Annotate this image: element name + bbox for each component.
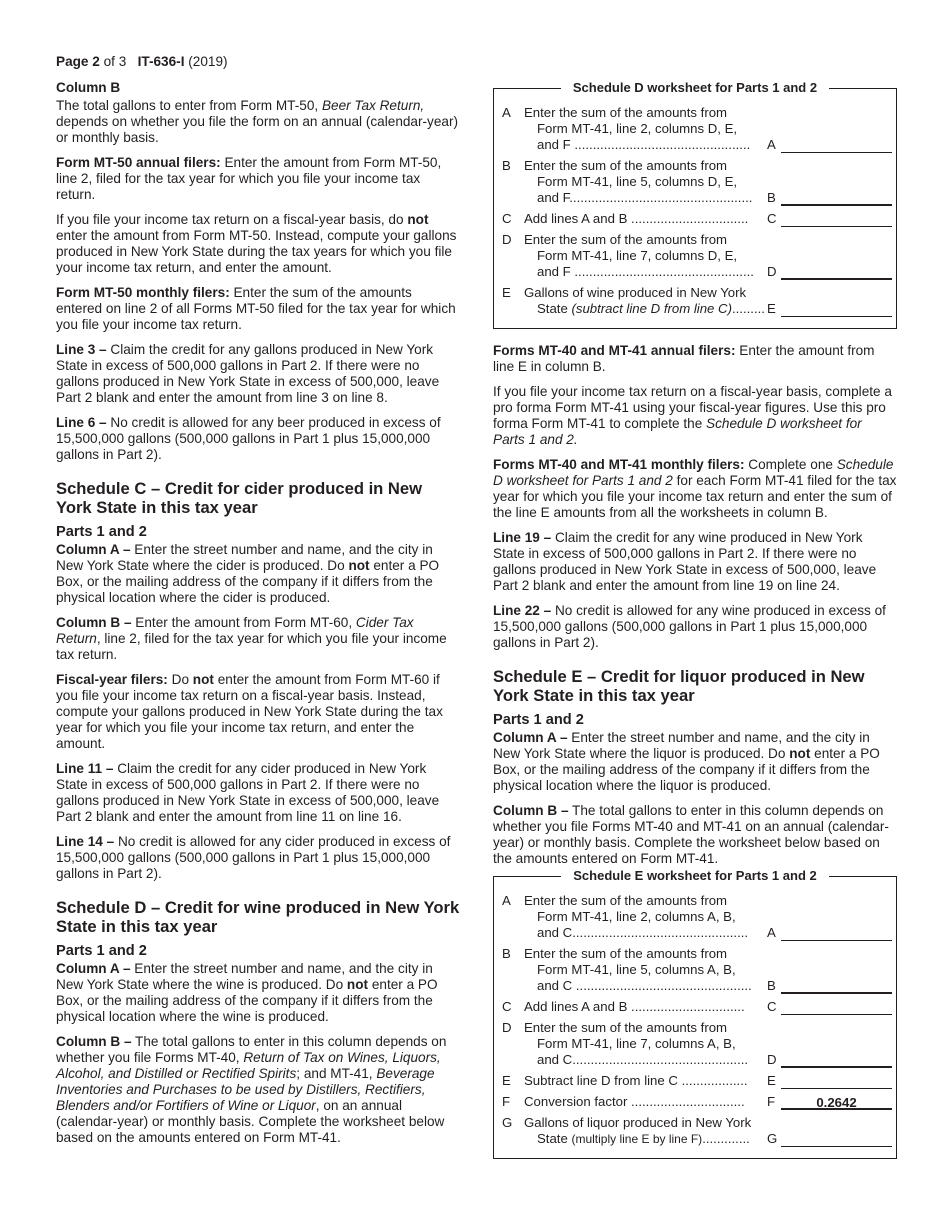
page-number: Page 2 xyxy=(56,54,100,69)
line-text: (subtract line D from line C) xyxy=(571,301,732,316)
leader-dots: ................................................ xyxy=(570,137,751,152)
schedule-e-title: Schedule E – Credit for liquor produced in New York State in this tax year xyxy=(493,667,865,705)
worksheet-line-b xyxy=(502,158,892,206)
line-text: Enter the sum of the amounts from xyxy=(524,946,728,961)
line-letter: C xyxy=(502,211,512,226)
line-letter: F xyxy=(502,1094,511,1109)
worksheet-title: Schedule D worksheet for Parts 1 and 2 xyxy=(561,80,829,95)
entry-field[interactable] xyxy=(781,303,892,317)
right-column xyxy=(493,80,897,1173)
line-letter: B xyxy=(502,158,511,173)
line-text: Form MT-41, line 7, columns A, B, xyxy=(537,1036,736,1051)
entry-letter: C xyxy=(767,211,777,226)
entry-field[interactable] xyxy=(781,265,892,280)
worksheet-line-a xyxy=(502,105,892,153)
line-letter: D xyxy=(502,232,512,247)
worksheet-line-c xyxy=(502,211,892,227)
page-of: of 3 xyxy=(103,54,127,69)
line-text: Add lines A and B xyxy=(524,999,628,1014)
leader-dots: .................................................. xyxy=(569,190,753,205)
paragraph: Form MT-50 annual filers: Enter the amount from Form MT-50, line 2, filed for the tax year for which you file your income tax return. xyxy=(56,155,442,202)
paragraph: Forms MT-40 and MT-41 monthly filers: Complete one Schedule D worksheet for Parts 1 and 2 for each Form MT-41 filed for the tax year for which you file your income tax return and enter the sum of the line E amounts from all the worksheets in column B. xyxy=(493,457,897,520)
entry-letter: E xyxy=(767,1073,776,1088)
worksheet-line-c xyxy=(502,999,892,1015)
line-letter: D xyxy=(502,1020,512,1035)
line-letter: C xyxy=(502,999,512,1014)
paragraph: Fiscal-year filers: Do not enter the amount from Form MT-60 if you file your income tax return on a fiscal-year basis. Instead, compute your gallons produced in New York State during the tax year for which you file your income tax return, and enter the amount. xyxy=(56,672,443,751)
paragraph: If you file your income tax return on a fiscal-year basis, do not enter the amount from Form MT-50. Instead, compute your gallons produced in New York State during the tax years for which you file your income tax return, and enter the amount. xyxy=(56,212,457,275)
entry-field[interactable]: 0.2642 xyxy=(781,1095,892,1110)
worksheet-line-e xyxy=(502,1073,892,1089)
leader-dots: ................................................. xyxy=(570,264,754,279)
schedule-d-parts: Parts 1 and 2 xyxy=(56,943,147,959)
entry-field[interactable] xyxy=(781,191,892,206)
entry-field[interactable] xyxy=(781,979,892,994)
entry-letter: B xyxy=(767,190,776,205)
line-text: Enter the sum of the amounts from xyxy=(524,1020,728,1035)
line-text: Form MT-41, line 5, columns D, E, xyxy=(537,174,738,189)
line-text: and F xyxy=(537,264,571,279)
line-text: State xyxy=(537,1131,572,1146)
line-text: Enter the sum of the amounts from xyxy=(524,158,728,173)
paragraph: Line 19 – Claim the credit for any wine produced in New York State in excess of 500,000 gallons in Part 2. If there were no gallons produced in New York State in excess of 500,000, leave Part 2 blank and enter the amount from line 19 on line 24. xyxy=(493,530,877,593)
line-text: Enter the sum of the amounts from xyxy=(524,232,728,247)
line-text: and F xyxy=(537,137,571,152)
worksheet-line-e xyxy=(502,285,892,317)
form-number: IT-636-I xyxy=(137,54,185,69)
page-header xyxy=(56,54,228,70)
worksheet-line-a xyxy=(502,893,892,941)
line-text: and F xyxy=(537,190,570,205)
entry-letter: B xyxy=(767,978,776,993)
line-text: Form MT-41, line 5, columns A, B, xyxy=(537,962,736,977)
paragraph: Column B – The total gallons to enter in this column depends on whether you file Forms MT-40, Return of Tax on Wines, Liquors, Alcohol, and Distilled or Rectified Spirits; and MT-41, Beverage Inventories and Purchases to be used by Distillers, Rectifiers, Blenders and/or Fortifiers of Wine or Liquor, on an annual (calendar-year) or monthly basis. Complete the worksheet below based on the amounts entered on Form MT-41. xyxy=(56,1034,447,1145)
entry-field[interactable] xyxy=(781,1001,892,1015)
worksheet-title: Schedule E worksheet for Parts 1 and 2 xyxy=(561,868,828,883)
line-letter: A xyxy=(502,893,511,908)
worksheet-line-f xyxy=(502,1094,892,1110)
paragraph: If you file your income tax return on a fiscal-year basis, complete a pro forma Form MT-41 using your fiscal-year figures. Use this pro forma Form MT-41 to complete the Schedule D worksheet for Parts 1 and 2. xyxy=(493,384,892,447)
left-column xyxy=(56,80,460,1155)
line-text: and C xyxy=(537,978,573,993)
entry-letter: A xyxy=(767,925,776,940)
entry-field[interactable] xyxy=(781,1075,892,1089)
line-letter: G xyxy=(502,1115,513,1130)
paragraph: Line 6 – No credit is allowed for any beer produced in excess of 15,500,000 gallons (500,000 gallons in Part 1 plus 15,000,000 gallons in Part 2). xyxy=(56,415,441,462)
line-text: Enter the sum of the amounts from xyxy=(524,105,728,120)
worksheet-line-d xyxy=(502,1020,892,1068)
entry-field[interactable] xyxy=(781,1053,892,1068)
leader-dots: ............................... xyxy=(627,999,745,1014)
line-letter: A xyxy=(502,105,511,120)
paragraph: Column B – Enter the amount from Form MT-60, Cider Tax Return, line 2, filed for the tax year for which you file your income tax return. xyxy=(56,615,447,662)
paragraph: Line 14 – No credit is allowed for any cider produced in excess of 15,500,000 gallons (500,000 gallons in Part 1 plus 15,000,000 gallons in Part 2). xyxy=(56,834,451,881)
column-b-heading: Column B xyxy=(56,80,121,95)
line-text: Form MT-41, line 7, columns D, E, xyxy=(537,248,738,263)
entry-letter: D xyxy=(767,264,777,279)
entry-letter: F xyxy=(767,1094,776,1109)
schedule-d-worksheet xyxy=(493,80,897,329)
leader-dots: ............................... xyxy=(627,1094,745,1109)
entry-letter: E xyxy=(767,301,776,316)
leader-dots: ................................................ xyxy=(572,925,749,940)
form-year: (2019) xyxy=(188,54,228,69)
entry-field[interactable] xyxy=(781,1133,892,1147)
leader-dots: ................................................ xyxy=(572,1052,749,1067)
leader-dots: ......... xyxy=(731,301,765,316)
paragraph: Line 3 – Claim the credit for any gallons produced in New York State in excess of 500,000 gallons in Part 2. If there were no gallons produced in New York State in excess of 500,000, leave Part 2 blank and enter the amount from line 3 on line 8. xyxy=(56,342,440,405)
leader-dots: .................. xyxy=(677,1073,748,1088)
line-text: Conversion factor xyxy=(524,1094,628,1109)
line-letter: B xyxy=(502,946,511,961)
paragraph: Column A – Enter the street number and name, and the city in New York State where the wine is produced. Do not enter a PO Box, or the mailing address of the company if it differs from the physical location where the wine is produced. xyxy=(56,961,438,1024)
worksheet-line-g xyxy=(502,1115,892,1147)
paragraph: Column A – Enter the street number and name, and the city in New York State where the cider is produced. Do not enter a PO Box, or the mailing address of the company if it differs from the physical location where the cider is produced. xyxy=(56,542,440,605)
entry-letter: G xyxy=(767,1131,778,1146)
paragraph: Line 22 – No credit is allowed for any wine produced in excess of 15,500,000 gallons (500,000 gallons in Part 1 plus 15,000,000 gallons in Part 2). xyxy=(493,603,886,650)
line-text: State xyxy=(537,301,572,316)
paragraph: Form MT-50 monthly filers: Enter the sum of the amounts entered on line 2 of all Forms MT-50 filed for the tax year for which you file your income tax return. xyxy=(56,285,456,332)
leader-dots: ................................................ xyxy=(572,978,752,993)
paragraph: The total gallons to enter from Form MT-50, Beer Tax Return, depends on whether you file the form on an annual (calendar-year) or monthly basis. xyxy=(56,98,459,145)
line-text: Enter the sum of the amounts from xyxy=(524,893,728,908)
entry-letter: D xyxy=(767,1052,777,1067)
entry-field[interactable] xyxy=(781,927,892,941)
line-text: Form MT-41, line 2, columns A, B, xyxy=(537,909,736,924)
line-text: and C xyxy=(537,925,573,940)
leader-dots: ................................ xyxy=(627,211,749,226)
entry-field[interactable] xyxy=(781,213,892,227)
line-text: (multiply line E by line F) xyxy=(571,1132,703,1146)
leader-dots: ............. xyxy=(702,1131,750,1146)
schedule-d-title: Schedule D – Credit for wine produced in New York State in this tax year xyxy=(56,898,460,936)
entry-letter: C xyxy=(767,999,777,1014)
entry-letter: A xyxy=(767,137,776,152)
paragraph: Line 11 – Claim the credit for any cider produced in New York State in excess of 500,000 gallons in Part 2. If there were no gallons produced in New York State in excess of 500,000, leave Part 2 blank and enter the amount from line 11 on line 16. xyxy=(56,761,440,824)
schedule-e-worksheet xyxy=(493,868,897,1159)
line-letter: E xyxy=(502,285,511,300)
paragraph: Forms MT-40 and MT-41 annual filers: Enter the amount from line E in column B. xyxy=(493,343,875,374)
line-text: Gallons of liquor produced in New York xyxy=(524,1115,752,1130)
worksheet-line-b xyxy=(502,946,892,994)
line-letter: E xyxy=(502,1073,511,1088)
line-text: Subtract line D from line C xyxy=(524,1073,678,1088)
schedule-c-title: Schedule C – Credit for cider produced in New York State in this tax year xyxy=(56,479,423,517)
paragraph: Column B – The total gallons to enter in this column depends on whether you file Forms MT-40 and MT-41 on an annual (calendar-year) or monthly basis. Complete the worksheet below based on the amounts entered on Form MT-41. xyxy=(493,803,889,866)
paragraph: Column A – Enter the street number and name, and the city in New York State where the liquor is produced. Do not enter a PO Box, or the mailing address of the company if it differs from the physical location where the liquor is produced. xyxy=(493,730,880,793)
line-text: Add lines A and B xyxy=(524,211,628,226)
entry-field[interactable] xyxy=(781,139,892,153)
line-text: Gallons of wine produced in New York xyxy=(524,285,747,300)
worksheet-line-d xyxy=(502,232,892,280)
line-text: and C xyxy=(537,1052,573,1067)
line-text: Form MT-41, line 2, columns D, E, xyxy=(537,121,738,136)
schedule-c-parts: Parts 1 and 2 xyxy=(56,524,147,540)
schedule-e-parts: Parts 1 and 2 xyxy=(493,712,584,728)
